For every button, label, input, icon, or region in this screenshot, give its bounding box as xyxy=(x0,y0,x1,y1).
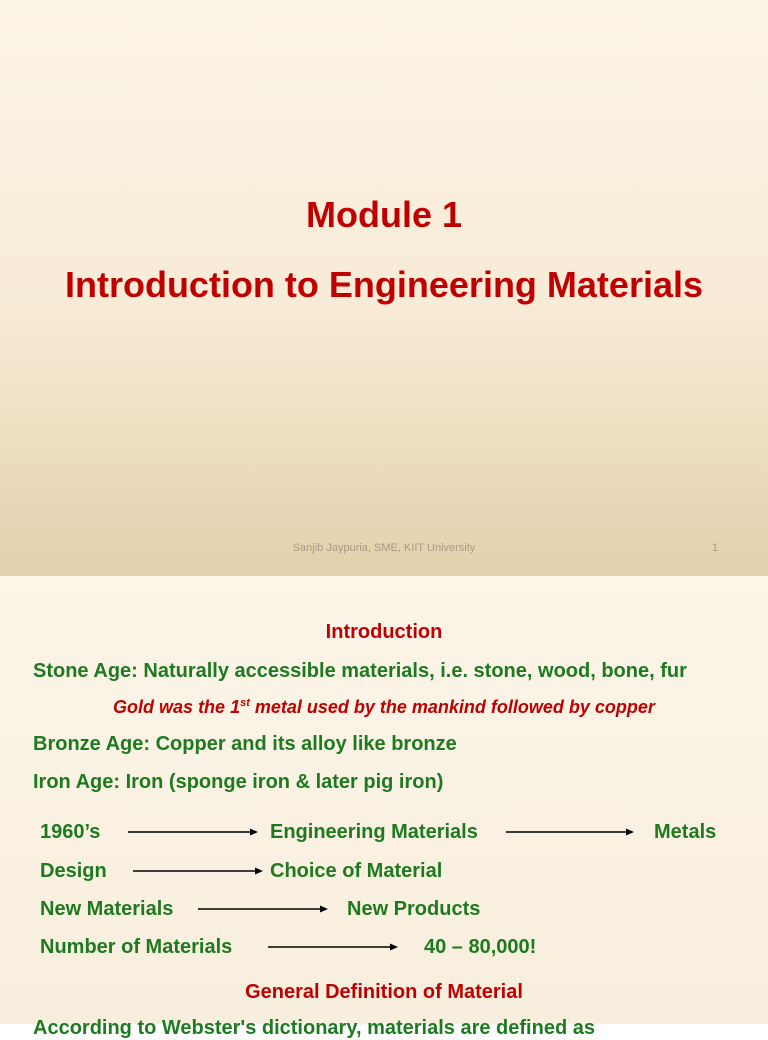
flow-1-to: Engineering Materials xyxy=(270,821,478,843)
flow-3-to: New Products xyxy=(347,898,481,920)
arrow-icon xyxy=(506,827,634,837)
slide-footer: Sanjib Jaypuria, SME, KIIT University xyxy=(292,542,476,554)
page-number: 1 xyxy=(712,542,719,554)
flow-3-from: New Materials xyxy=(40,898,174,920)
stone-age-text: Stone Age: Naturally accessible materials, i.e. stone, wood, bone, fur xyxy=(33,660,687,682)
flow-2-to: Choice of Material xyxy=(270,860,443,882)
arrow-icon xyxy=(133,866,263,876)
flow-1-then: Metals xyxy=(654,821,717,843)
flow-2-from: Design xyxy=(40,860,107,882)
bronze-age-text: Bronze Age: Copper and its alloy like bronze xyxy=(33,733,457,755)
flow-4-from: Number of Materials xyxy=(40,936,233,958)
arrow-icon xyxy=(268,942,398,952)
arrow-icon xyxy=(128,827,258,837)
flow-1-from: 1960’s xyxy=(40,821,101,843)
flow-4-to: 40 – 80,000! xyxy=(424,936,537,958)
introduction-slide xyxy=(0,576,768,1039)
section-heading-definition: General Definition of Material xyxy=(245,981,523,1003)
module-title: Module 1 xyxy=(305,194,462,235)
arrow-icon xyxy=(198,904,328,914)
definition-text-cut: According to Webster's dictionary, materials are defined as xyxy=(33,1017,595,1039)
gold-note: Gold was the 1st metal used by the mankind followed by copper xyxy=(113,697,655,717)
section-heading-introduction: Introduction xyxy=(325,621,443,643)
course-title: Introduction to Engineering Materials xyxy=(64,264,704,305)
iron-age-text: Iron Age: Iron (sponge iron & later pig iron) xyxy=(33,771,444,793)
